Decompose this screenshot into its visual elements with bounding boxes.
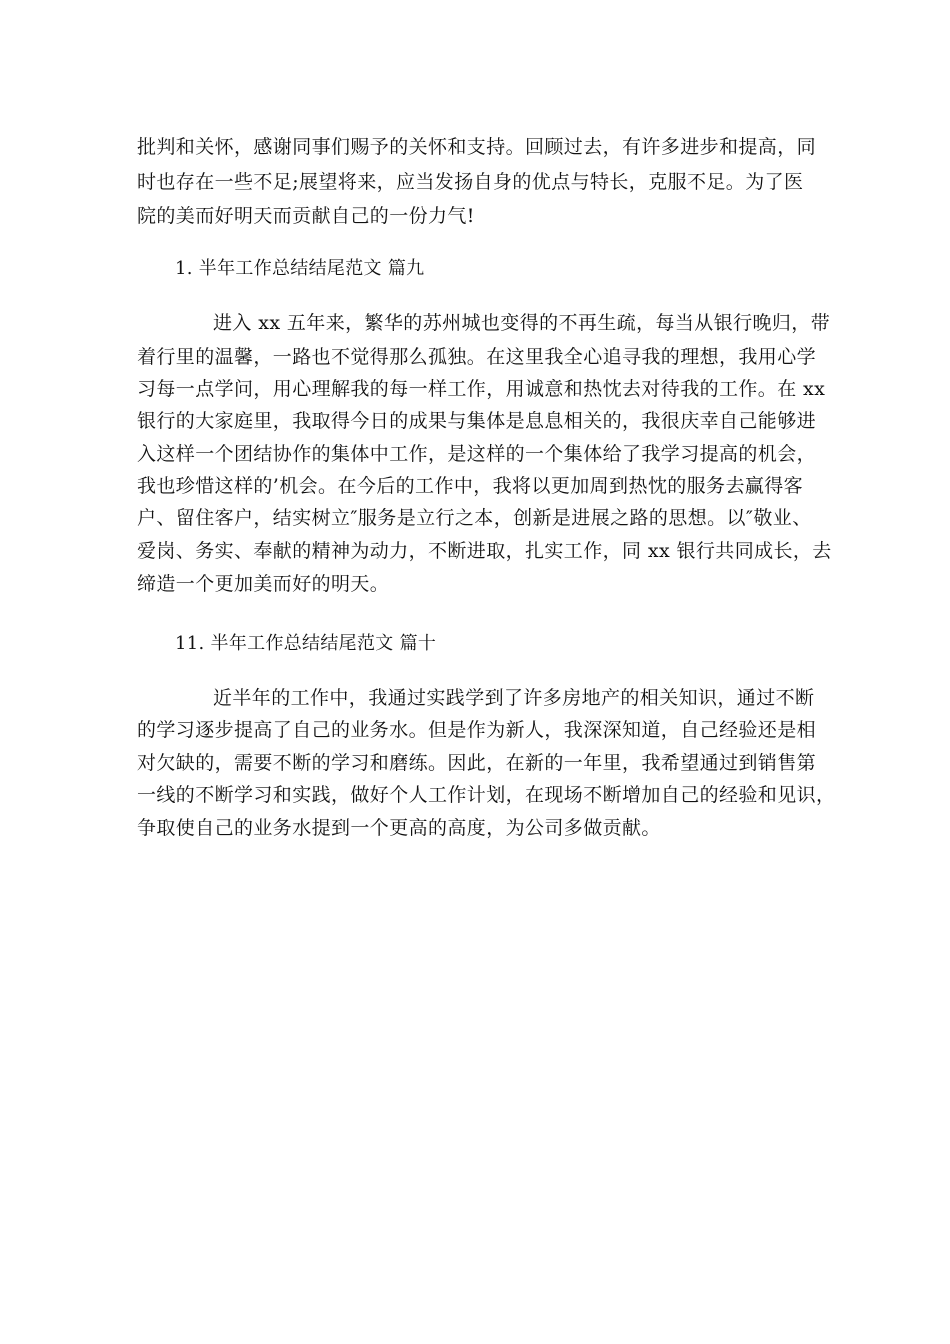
- intro-line-2: 时也存在一些不足;展望将来，应当发扬自身的优点与特长，克服不足。为了医: [137, 171, 804, 193]
- section-ten-line-5: 争取使自己的业务水提到一个更高的高度，为公司多做贡献。: [137, 817, 661, 839]
- section-ten-line-3: 对欠缺的，需要不断的学习和磨练。因此，在新的一年里，我希望通过到销售第: [137, 752, 817, 774]
- intro-line-1: 批判和关怀，感谢同事们赐予的关怀和支持。回顾过去，有许多进步和提高，同: [137, 136, 817, 158]
- section-nine-line-5: 入这样一个团结协作的集体中工作，是这样的一个集体给了我学习提高的机会，: [137, 443, 817, 465]
- section-ten-line-4: 一线的不断学习和实践，做好个人工作计划，在现场不断增加自己的经验和见识，: [137, 784, 836, 806]
- section-heading-nine: 1. 半年工作总结结尾范文 篇九: [175, 258, 425, 279]
- section-nine-line-3: 习每一点学问，用心理解我的每一样工作，用诚意和热忱去对待我的工作。在 xx: [137, 378, 826, 400]
- section-ten-line-2: 的学习逐步提高了自己的业务水。但是作为新人，我深深知道，自己经验还是相: [137, 719, 817, 741]
- section-nine-line-9: 缔造一个更加美而好的明天。: [137, 573, 390, 595]
- section-nine-line-4: 银行的大家庭里，我取得今日的成果与集体是息息相关的，我很庆幸自己能够进: [137, 410, 817, 432]
- section-nine-line-1: 进入 xx 五年来，繁华的苏州城也变得的不再生疏，每当从银行晚归，带: [213, 312, 831, 334]
- section-nine-line-6: 我也珍惜这样的’机会。在今后的工作中，我将以更加周到热忱的服务去赢得客: [137, 475, 804, 497]
- section-ten-line-1: 近半年的工作中，我通过实践学到了许多房地产的相关知识，通过不断: [213, 687, 815, 709]
- section-nine-line-7: 户、留住客户，结实树立″服务是立行之本，创新是进展之路的思想。以″敬业、: [137, 507, 812, 529]
- section-nine-line-2: 着行里的温馨，一路也不觉得那么孤独。在这里我全心追寻我的理想，我用心学: [137, 346, 817, 368]
- intro-line-3: 院的美而好明天而贡献自己的一份力气!: [137, 205, 475, 227]
- section-nine-line-8: 爱岗、务实、奉献的精神为动力，不断进取，扎实工作，同 xx 银行共同成长，去: [137, 540, 832, 562]
- section-heading-ten: 11. 半年工作总结结尾范文 篇十: [175, 633, 437, 654]
